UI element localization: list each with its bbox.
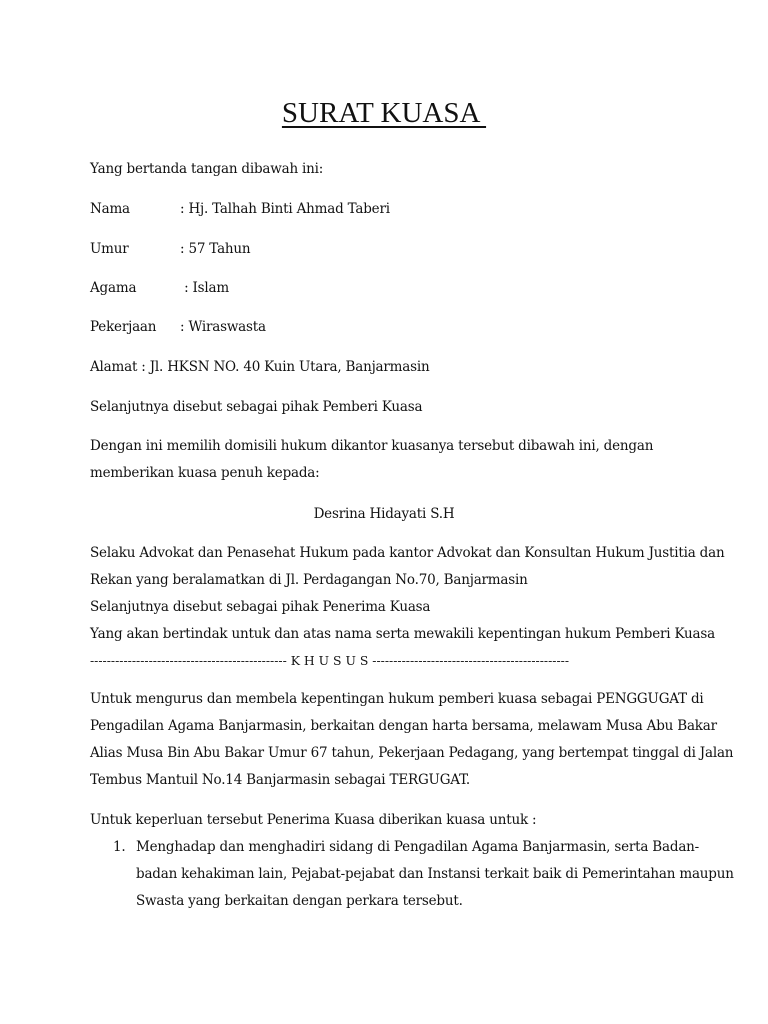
mengurus-line: Pengadilan Agama Banjarmasin, berkaitan dengan harta bersama, melawam Musa Abu Bakar [90,718,717,734]
list-item-number: 1. [113,839,126,855]
alamat-text: Alamat : Jl. HKSN NO. 40 Kuin Utara, Banjarmasin [90,359,430,375]
mengurus-line: Tembus Mantuil No.14 Banjarmasin sebagai TERGUGAT. [90,772,471,788]
khusus-divider: ----------------------------------------------- K H U S U S ----------------------------------------------- [90,653,570,668]
list-item-line: Swasta yang berkaitan dengan perkara tersebut. [136,893,463,909]
field-value: : Hj. Talhah Binti Ahmad Taberi [180,201,390,217]
field-value: : 57 Tahun [180,241,251,257]
field-label: Pekerjaan [90,319,157,335]
mengurus-line: Untuk mengurus dan membela kepentingan hukum pemberi kuasa sebagai PENGGUGAT di [90,691,704,707]
advokat-line: Selaku Advokat dan Penasehat Hukum pada kantor Advokat dan Konsultan Hukum Justitia dan [90,545,725,561]
list-item-line: badan kehakiman lain, Pejabat-pejabat dan Instansi terkait baik di Pemerintahan maupun [136,866,734,882]
advokat-line: Rekan yang beralamatkan di Jl. Perdagangan No.70, Banjarmasin [90,572,528,588]
identity-row-agama [90,279,229,297]
intro-text: Yang bertanda tangan dibawah ini: [90,161,324,177]
penerima-name: Desrina Hidayati S.H [313,506,455,522]
identity-row-pekerjaan [90,318,266,336]
field-label: Nama [90,201,130,217]
document-title: SURAT KUASA [281,97,487,129]
domisili-line: memberikan kuasa penuh kepada: [90,465,320,481]
field-label: Agama [90,280,137,296]
field-value: : Wiraswasta [180,319,266,335]
identity-row-nama [90,200,390,218]
mengurus-line: Alias Musa Bin Abu Bakar Umur 67 tahun, Pekerjaan Pedagang, yang bertempat tinggal di Jalan [90,745,734,761]
pemberi-kuasa-text: Selanjutnya disebut sebagai pihak Pemberi Kuasa [90,399,423,415]
bertindak-text: Yang akan bertindak untuk dan atas nama serta mewakili kepentingan hukum Pemberi Kuasa [90,626,715,642]
penerima-kuasa-text: Selanjutnya disebut sebagai pihak Penerima Kuasa [90,599,431,615]
list-item-line: Menghadap dan menghadiri sidang di Pengadilan Agama Banjarmasin, serta Badan- [136,839,700,855]
field-label: Umur [90,241,129,257]
domisili-line: Dengan ini memilih domisili hukum dikantor kuasanya tersebut dibawah ini, dengan [90,438,654,454]
identity-row-umur [90,240,250,258]
keperluan-text: Untuk keperluan tersebut Penerima Kuasa diberikan kuasa untuk : [90,812,537,828]
field-value: : Islam [180,280,229,296]
